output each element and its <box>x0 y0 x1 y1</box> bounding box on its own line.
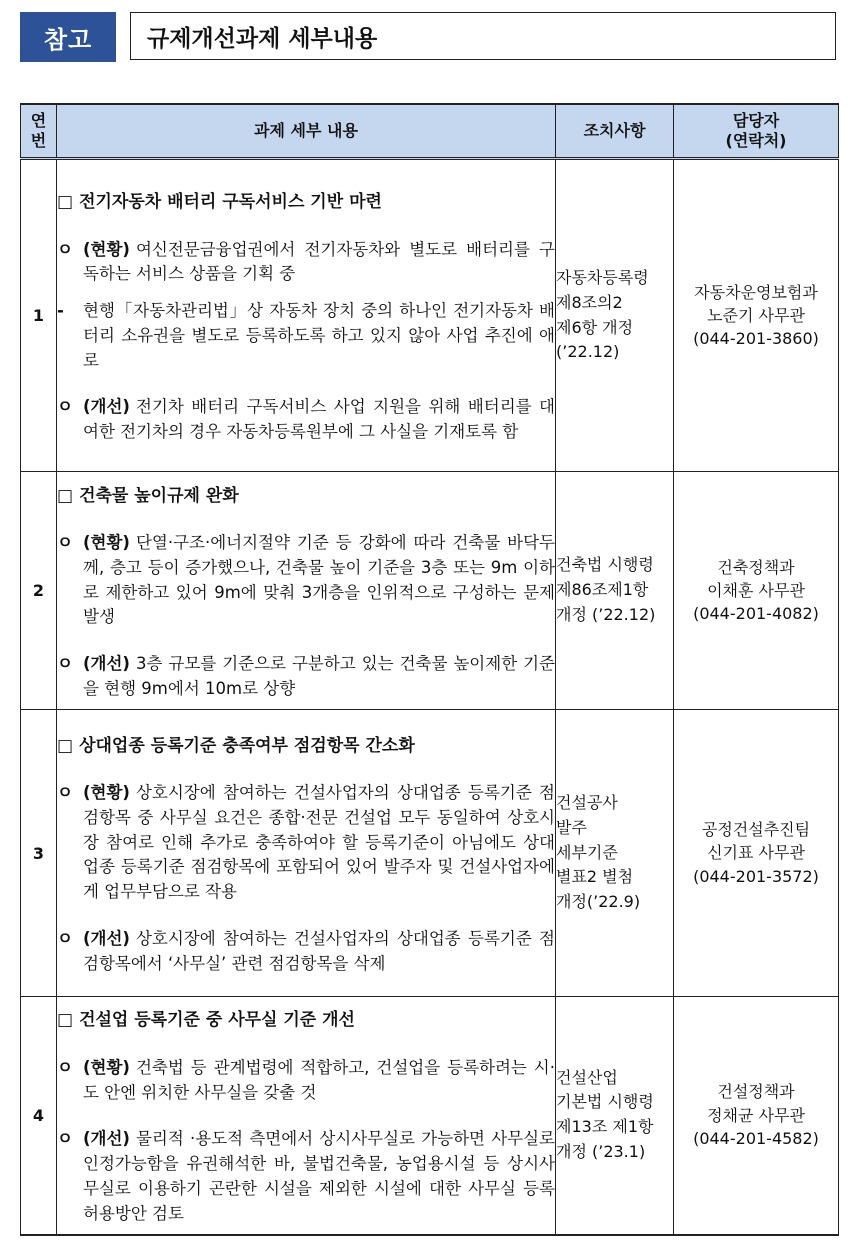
bullet-item <box>57 1127 555 1226</box>
action-cell <box>556 159 674 472</box>
contact-line: (044-201-3572) <box>693 866 819 886</box>
column-header-contact-line-1: 담당자 <box>732 111 780 130</box>
action-line: 세부기준 <box>556 842 618 862</box>
task-title: 건축물 높이규제 완화 <box>79 485 239 506</box>
item-lead: (개선) <box>83 397 130 417</box>
contact-line: 건설정책과 <box>717 1082 795 1102</box>
contact-line: 공정건설추진팀 <box>701 820 811 840</box>
task-title: 상대업종 등록기준 충족여부 점검항목 간소화 <box>79 735 415 756</box>
contact-line: 이채훈 사무관 <box>707 580 805 600</box>
contact-line: 자동차운영보험과 <box>694 282 818 302</box>
contact-line: 정채균 사무관 <box>707 1105 805 1125</box>
table-header-row <box>21 104 839 159</box>
circle-bullet: ㅇ <box>57 654 73 673</box>
column-header-number-line-1: 연 <box>30 111 47 130</box>
checkbox-glyph: □ <box>57 1010 74 1031</box>
column-header-number <box>21 104 57 159</box>
item-text: 상호시장에 참여하는 건설사업자의 상대업종 등록기준 점검항목 중 사무실 요건은 종합·전문 건설업 모두 동일하여 상호시장 참여로 인해 추가로 충족하여야 할 등록기준이 아님에도 상대업종 등록기준 점검항목에 포함되어 있어 발주자 및 건설사업자에게 업무부담으로 작용 <box>83 783 555 902</box>
contact-line: (044-201-4082) <box>693 604 819 624</box>
contact-line: 건축정책과 <box>717 557 795 577</box>
contact-cell <box>674 997 839 1235</box>
item-lead: (개선) <box>83 654 130 673</box>
item-lead: (현황) <box>83 1057 130 1077</box>
page-title: 규제개선과제 세부내용 <box>130 12 836 60</box>
contact-line: (044-201-4582) <box>693 1128 819 1148</box>
table-row <box>21 710 839 997</box>
regulation-table <box>20 103 839 1236</box>
contact-cell <box>674 159 839 472</box>
checkbox-glyph: □ <box>57 192 74 213</box>
circle-bullet: ㅇ <box>57 783 73 803</box>
action-line: 건축법 시행령 <box>556 555 654 575</box>
checkbox-glyph: □ <box>57 485 74 506</box>
action-line: 개정(’22.9) <box>556 892 641 912</box>
task-detail <box>57 710 556 997</box>
circle-bullet: ㅇ <box>57 928 73 948</box>
task-detail <box>57 472 556 710</box>
column-header-content: 과제 세부 내용 <box>57 104 556 159</box>
bullet-item <box>57 927 555 977</box>
item-text: 상호시장에 참여하는 건설사업자의 상대업종 등록기준 점검항목에서 ‘사무실’ 관련 점검항목을 삭제 <box>83 928 555 973</box>
task-title: 건설업 등록기준 중 사무실 기준 개선 <box>79 1010 355 1031</box>
action-line: (’22.12) <box>556 342 620 362</box>
action-line: 제13조 제1항 <box>556 1117 654 1137</box>
task-detail <box>57 159 556 472</box>
column-header-number-line-2: 번 <box>30 131 47 150</box>
bullet-item <box>57 781 555 905</box>
task-title: 전기자동차 배터리 구독서비스 기반 마련 <box>79 192 382 213</box>
contact-line: 신기표 사무관 <box>707 843 805 863</box>
contact-cell <box>674 710 839 997</box>
action-line: 개정 (’23.1) <box>556 1142 646 1162</box>
dash-bullet: - <box>57 301 64 321</box>
row-number: 2 <box>21 472 57 710</box>
reference-tag: 참고 <box>20 12 116 62</box>
action-cell <box>556 710 674 997</box>
bullet-item <box>57 652 555 702</box>
task-detail <box>57 997 556 1235</box>
action-cell <box>556 997 674 1235</box>
bullet-item <box>57 1056 555 1106</box>
circle-bullet: ㅇ <box>57 1057 73 1077</box>
action-line: 자동차등록령 <box>556 267 649 287</box>
action-line: 제86조제1항 <box>556 580 649 600</box>
item-text: 전기차 배터리 구독서비스 사업 지원을 위해 배터리를 대여한 전기차의 경우 자동차등록원부에 그 사실을 기재토록 함 <box>83 397 555 442</box>
item-lead: (개선) <box>83 1129 130 1149</box>
table-row <box>21 997 839 1235</box>
item-lead: (개선) <box>83 928 130 948</box>
column-header-action: 조치사항 <box>556 104 674 159</box>
item-lead: (현황) <box>83 239 130 259</box>
circle-bullet: ㅇ <box>57 533 73 552</box>
circle-bullet: ㅇ <box>57 1129 73 1149</box>
sub-item <box>57 299 555 373</box>
action-line: 별표2 별첨 <box>556 867 634 887</box>
table-row <box>21 472 839 710</box>
action-cell <box>556 472 674 710</box>
task-heading <box>57 1008 555 1034</box>
item-lead: (현황) <box>83 533 130 552</box>
circle-bullet: ㅇ <box>57 239 73 259</box>
column-header-contact-line-2: (연락처) <box>725 131 787 150</box>
task-heading <box>57 484 555 510</box>
item-text: 건축법 등 관계법령에 적합하고, 건설업을 등록하려는 시·도 안엔 위치한 사무실을 갖출 것 <box>83 1057 555 1102</box>
item-text: 현행「자동차관리법」상 자동차 장치 중의 하나인 전기자동차 배터리 소유권을 별도로 등록하도록 하고 있지 않아 사업 추진에 애로 <box>83 301 555 370</box>
circle-bullet: ㅇ <box>57 397 73 417</box>
contact-cell <box>674 472 839 710</box>
title-bar <box>20 12 838 62</box>
item-lead: (현황) <box>83 783 130 803</box>
item-text: 여신전문금융업권에서 전기자동차와 별도로 배터리를 구독하는 서비스 상품을 기획 중 <box>83 239 555 284</box>
item-text: 3층 규모를 기준으로 구분하고 있는 건축물 높이제한 기준을 현행 9m에서 10m로 상향 <box>83 654 555 698</box>
bullet-item <box>57 395 555 445</box>
row-number: 4 <box>21 997 57 1235</box>
bullet-item <box>57 531 555 630</box>
table-body <box>21 159 839 1235</box>
bullet-item <box>57 238 555 288</box>
action-line: 개정 (’22.12) <box>556 604 656 624</box>
action-line: 발주 <box>556 817 587 837</box>
checkbox-glyph: □ <box>57 735 74 756</box>
row-number: 1 <box>21 159 57 472</box>
task-heading <box>57 734 555 760</box>
table-row <box>21 159 839 472</box>
column-header-contact <box>674 104 839 159</box>
action-line: 건설공사 <box>556 793 618 812</box>
action-line: 건설산업 <box>556 1067 618 1087</box>
action-line: 제6항 개정 <box>556 317 634 337</box>
contact-line: (044-201-3860) <box>693 329 819 349</box>
action-line: 제8조의2 <box>556 292 623 312</box>
task-heading <box>57 190 555 216</box>
item-text: 물리적 ·용도적 측면에서 상시사무실로 가능하면 사무실로 인정가능함을 유권해석한 바, 불법건축물, 농업용시설 등 상시사무실로 이용하기 곤란한 시설을 제외한 시설에 대한 사무실 등록 허용방안 검토 <box>83 1129 555 1223</box>
item-text: 단열·구조·에너지절약 기준 등 강화에 따라 건축물 바닥두께, 층고 등이 증가했으나, 건축물 높이 기준을 3층 또는 9m 이하로 제한하고 있어 9m에 맞춰 3개층을 인위적으로 구성하는 문제 발생 <box>83 533 555 627</box>
row-number: 3 <box>21 710 57 997</box>
action-line: 기본법 시행령 <box>556 1092 654 1112</box>
contact-line: 노준기 사무관 <box>707 305 805 325</box>
